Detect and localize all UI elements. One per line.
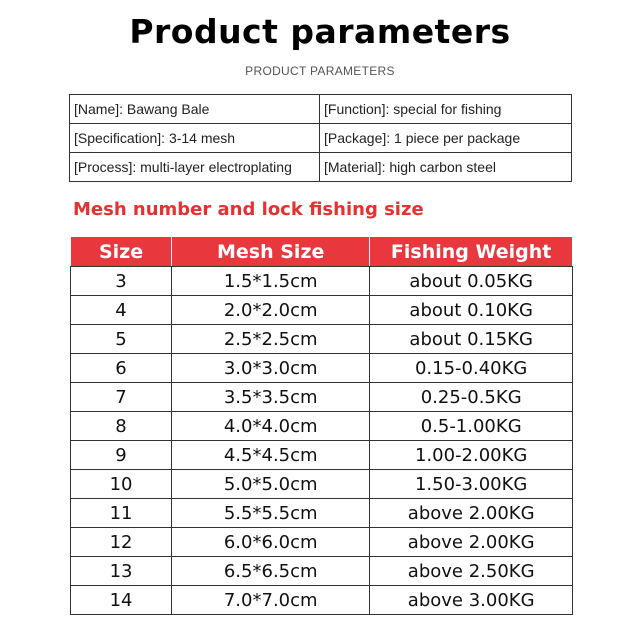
cell-mesh-size: 4.0*4.0cm bbox=[172, 412, 370, 441]
cell-size: 8 bbox=[71, 412, 172, 441]
cell-size: 3 bbox=[71, 267, 172, 296]
cell-mesh-size: 3.0*3.0cm bbox=[172, 354, 370, 383]
cell-mesh-size: 5.5*5.5cm bbox=[172, 499, 370, 528]
parameters-row bbox=[70, 124, 572, 153]
cell-size: 7 bbox=[71, 383, 172, 412]
cell-fishing-weight: about 0.15KG bbox=[370, 325, 573, 354]
page-title: Product parameters bbox=[129, 12, 511, 51]
cell-size: 14 bbox=[71, 586, 172, 615]
cell-mesh-size: 6.0*6.0cm bbox=[172, 528, 370, 557]
cell-mesh-size: 3.5*3.5cm bbox=[172, 383, 370, 412]
parameters-row bbox=[70, 95, 572, 124]
param-specification: [Specification]: 3-14 mesh bbox=[70, 124, 320, 153]
param-function: [Function]: special for fishing bbox=[320, 95, 572, 124]
table-row bbox=[71, 383, 573, 412]
cell-size: 9 bbox=[71, 441, 172, 470]
param-process: [Process]: multi-layer electroplating bbox=[70, 153, 320, 182]
page-subtitle: PRODUCT PARAMETERS bbox=[245, 64, 395, 78]
cell-fishing-weight: 0.25-0.5KG bbox=[370, 383, 573, 412]
cell-size: 13 bbox=[71, 557, 172, 586]
cell-fishing-weight: above 3.00KG bbox=[370, 586, 573, 615]
table-row bbox=[71, 296, 573, 325]
cell-fishing-weight: about 0.10KG bbox=[370, 296, 573, 325]
cell-size: 11 bbox=[71, 499, 172, 528]
cell-fishing-weight: about 0.05KG bbox=[370, 267, 573, 296]
cell-fishing-weight: above 2.50KG bbox=[370, 557, 573, 586]
cell-mesh-size: 1.5*1.5cm bbox=[172, 267, 370, 296]
header-mesh-size: Mesh Size bbox=[172, 237, 370, 267]
cell-size: 5 bbox=[71, 325, 172, 354]
table-row bbox=[71, 325, 573, 354]
mesh-size-table bbox=[70, 236, 573, 615]
table-row bbox=[71, 528, 573, 557]
cell-fishing-weight: above 2.00KG bbox=[370, 499, 573, 528]
section-heading: Mesh number and lock fishing size bbox=[73, 199, 424, 220]
table-header-row bbox=[71, 237, 573, 267]
cell-size: 12 bbox=[71, 528, 172, 557]
table-row bbox=[71, 354, 573, 383]
cell-mesh-size: 7.0*7.0cm bbox=[172, 586, 370, 615]
cell-mesh-size: 4.5*4.5cm bbox=[172, 441, 370, 470]
cell-size: 10 bbox=[71, 470, 172, 499]
cell-mesh-size: 6.5*6.5cm bbox=[172, 557, 370, 586]
param-name: [Name]: Bawang Bale bbox=[70, 95, 320, 124]
cell-mesh-size: 2.5*2.5cm bbox=[172, 325, 370, 354]
header-fishing-weight: Fishing Weight bbox=[370, 237, 573, 267]
cell-mesh-size: 2.0*2.0cm bbox=[172, 296, 370, 325]
table-row bbox=[71, 557, 573, 586]
parameters-row bbox=[70, 153, 572, 182]
table-row bbox=[71, 470, 573, 499]
table-row bbox=[71, 441, 573, 470]
cell-mesh-size: 5.0*5.0cm bbox=[172, 470, 370, 499]
cell-fishing-weight: 0.5-1.00KG bbox=[370, 412, 573, 441]
table-row bbox=[71, 412, 573, 441]
param-package: [Package]: 1 piece per package bbox=[320, 124, 572, 153]
cell-size: 6 bbox=[71, 354, 172, 383]
header-size: Size bbox=[71, 237, 172, 267]
cell-size: 4 bbox=[71, 296, 172, 325]
table-row bbox=[71, 499, 573, 528]
param-material: [Material]: high carbon steel bbox=[320, 153, 572, 182]
cell-fishing-weight: 1.50-3.00KG bbox=[370, 470, 573, 499]
table-row bbox=[71, 267, 573, 296]
parameters-table bbox=[69, 94, 572, 182]
cell-fishing-weight: 1.00-2.00KG bbox=[370, 441, 573, 470]
cell-fishing-weight: above 2.00KG bbox=[370, 528, 573, 557]
cell-fishing-weight: 0.15-0.40KG bbox=[370, 354, 573, 383]
table-row bbox=[71, 586, 573, 615]
mesh-table-body bbox=[71, 267, 573, 615]
